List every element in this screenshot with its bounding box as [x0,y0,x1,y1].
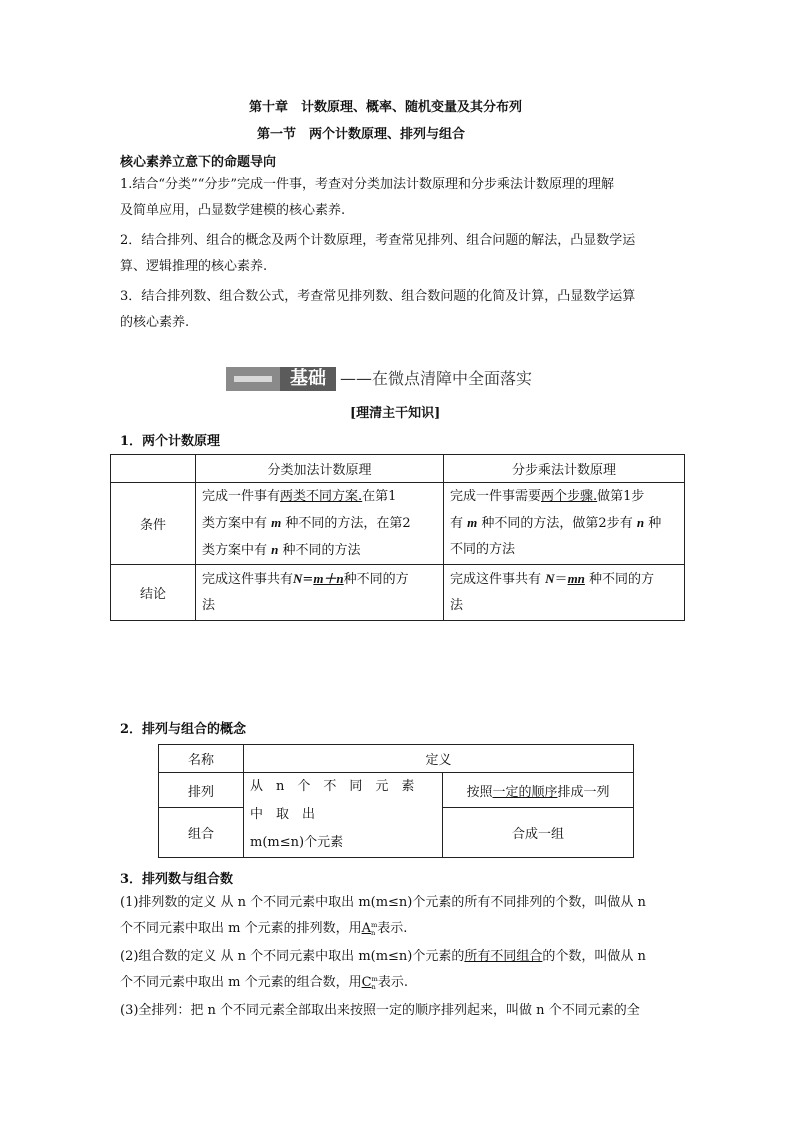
underlined-answer: 所有不同组合 [464,949,543,964]
guide-item-2-line2: 算、逻辑推理的核心素养. [120,259,268,274]
text: 种不同的方法，在第2 [285,515,411,531]
s3-heading: 3．排列数与组合数 [120,872,234,887]
guide-item-3 [120,284,635,336]
guide-item-2-line1: 2．结合排列、组合的概念及两个计数原理，考查常见排列、组合问题的解法，凸显数学运 [120,233,636,248]
text: 在第1 [362,488,397,504]
text: 做第1步 [597,489,645,504]
col-header-addition: 分类加法计数原理 [196,455,444,483]
text: 不同的方法 [450,542,516,557]
col-header-multiplication: 分步乘法计数原理 [444,455,685,483]
s1-heading: 1．两个计数原理 [120,434,221,449]
row-header-condition: 条件 [111,483,196,565]
cell-addition-conclusion [196,565,444,621]
text: 个不同元素中取出 m 个元素的排列数，用 [120,921,362,936]
underlined-answer: 两个步骤. [541,489,598,504]
superscript: m [370,920,378,929]
s3-p3: (3)全排列：把 n 个不同元素全部取出来按照一定的顺序排列起来，叫做 n 个不同元素的全 [120,1003,640,1018]
perm-symbol [362,921,378,936]
equals: = [302,572,314,587]
underlined-answer: m＋n [313,571,344,586]
cell-shared-definition [244,773,443,858]
text: 按照 [466,784,493,800]
var-m: m [271,514,282,530]
guide-item-2 [120,228,635,280]
banner-main: 基础 [280,367,336,391]
text: 类方案中有 [202,515,268,531]
text: 有 [450,516,464,531]
var-N: N [545,571,555,586]
text: m(m≤n)个元素 [250,835,344,850]
cell-multiplication-condition [444,483,685,565]
guide-item-1 [120,172,614,224]
text: (2)组合数的定义 从 n 个不同元素中取出 m(m≤n)个元素的 [120,949,465,964]
underlined-answer: 两类不同方案. [280,488,363,504]
text: 表示. [377,921,408,936]
text: 种 [648,516,662,531]
col-header-name: 名称 [159,745,244,773]
cell-multiplication-conclusion [444,565,685,621]
knowledge-heading: [理清主干知识] [350,406,441,421]
comb-symbol [362,975,378,990]
guide-item-1-line2: 及简单应用，凸显数学建模的核心素养. [120,203,346,218]
guide-item-1-line1: 1.结合“分类”“分步”完成一件事，考查对分类加法计数原理和分步乘法计数原理的理解 [120,177,614,192]
col-header-definition: 定义 [244,745,634,773]
s2-heading: 2．排列与组合的概念 [120,722,247,737]
equals: ＝ [554,572,568,587]
row-header-combination: 组合 [159,808,244,858]
row-header-conclusion: 结论 [111,565,196,621]
var-N: N [293,571,303,586]
text: 法 [202,598,216,613]
subscript: n [370,928,376,937]
text: 法 [450,598,464,613]
subscript: n [371,982,376,991]
underlined-answer: mn [567,571,585,586]
var-m: m [467,515,478,530]
banner-decoration [226,367,280,391]
banner-sub: ——在微点清障中全面落实 [340,369,533,388]
text: 完成一件事有 [202,488,281,504]
superscript: m [371,974,378,983]
text: 表示. [377,975,408,990]
cell-addition-condition [196,483,444,565]
s3-p2-line2 [120,970,646,996]
text: 种不同的方 [343,572,409,587]
underlined-answer: 一定的顺序 [492,784,558,800]
guide-heading: 核心素养立意下的命题导向 [120,155,277,170]
text: (1)排列数的定义 从 n 个不同元素中取出 m(m≤n)个元素的所有不同排列的个数，叫做从 n [120,895,646,910]
table-corner-cell [111,455,196,483]
chapter-title: 第十章 计数原理、概率、随机变量及其分布列 [249,100,523,115]
text: 个不同元素中取出 m 个元素的组合数，用 [120,975,362,990]
cell-permutation-def [443,773,634,808]
text: 从 n 个 不 同 元 素 中 取 出 [250,779,428,822]
perm-comb-table [158,744,634,858]
text: 完成这件事共有 [202,572,294,587]
symbol: C [361,975,372,990]
guide-item-3-line2: 的核心素养. [120,315,190,330]
section-title: 第一节 两个计数原理、排列与组合 [257,127,466,142]
text: 排成一列 [557,784,610,800]
text: 完成一件事需要 [450,489,542,504]
cell-combination-def: 合成一组 [443,808,634,858]
text: 种不同的方法 [282,542,361,558]
var-n: n [271,541,279,557]
s3-p2 [120,944,646,996]
row-header-permutation: 排列 [159,773,244,808]
text: 种不同的方 [589,572,655,587]
text: 类方案中有 [202,542,268,558]
s3-p1-line2 [120,916,646,942]
text: 种不同的方法，做第2步有 [481,516,633,531]
text: 完成这件事共有 [450,572,542,587]
counting-principles-table [110,454,685,621]
symbol: A [361,921,371,936]
text: 的个数，叫做从 n [542,949,646,964]
s3-p1 [120,890,646,942]
guide-item-3-line1: 3．结合排列数、组合数公式，考查常见排列数、组合数问题的化简及计算，凸显数学运算 [120,289,636,304]
var-n: n [636,515,645,530]
